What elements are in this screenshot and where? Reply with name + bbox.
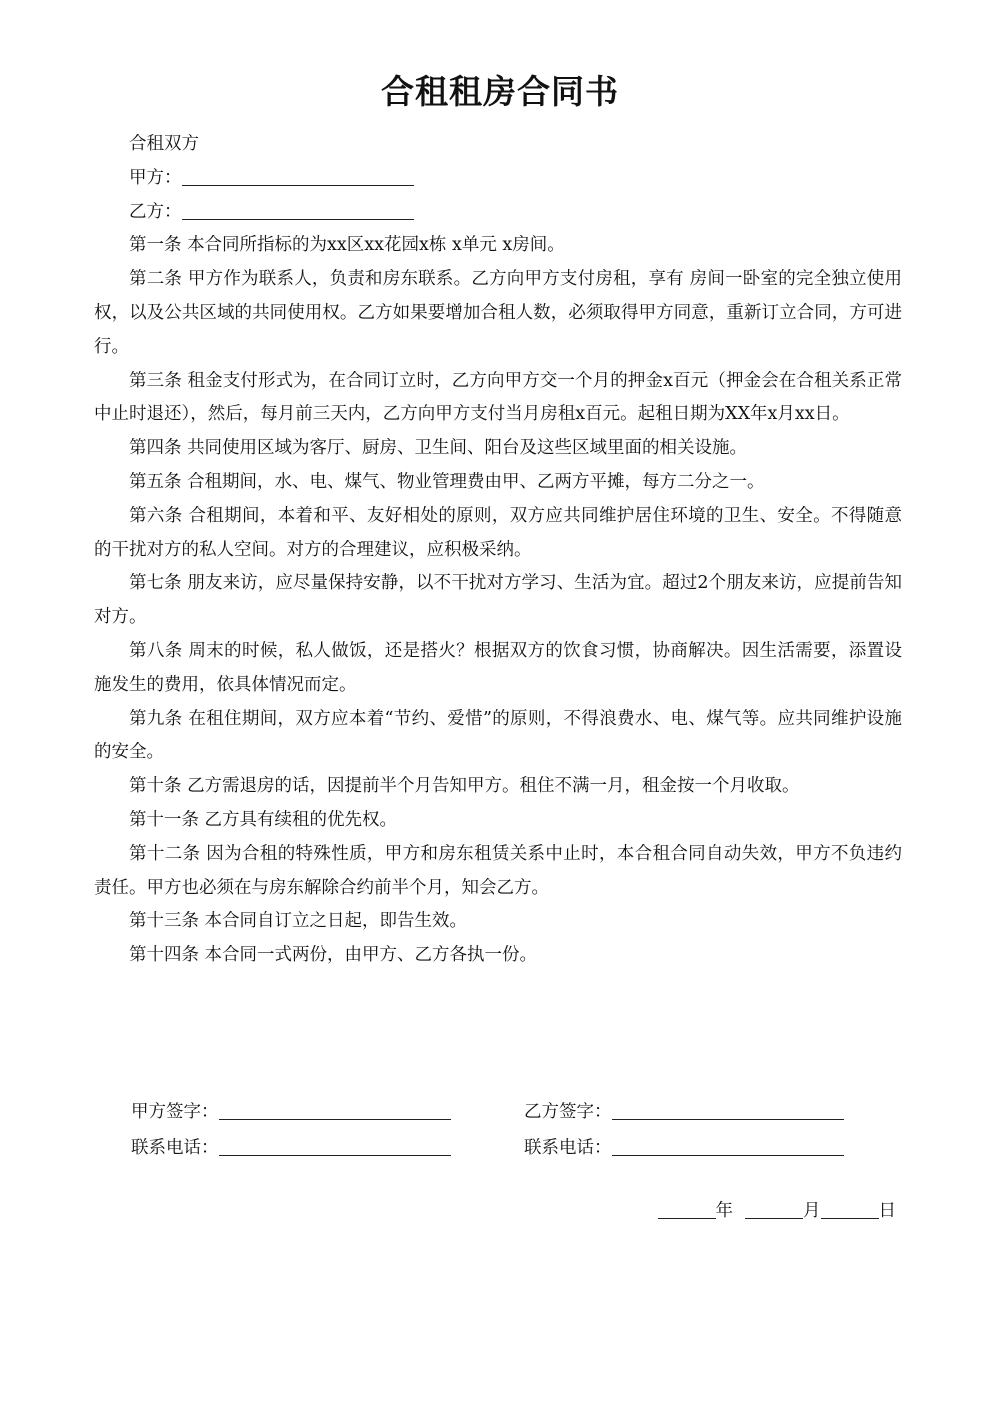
document-body xyxy=(94,128,902,973)
year-blank[interactable] xyxy=(658,1198,716,1219)
clause-8: 第八条 周末的时候，私人做饭，还是搭火？根据双方的饮食习惯，协商解决。因生活需要，添置设施发生的费用，依具体情况而定。 xyxy=(94,640,902,695)
date-line xyxy=(658,1197,897,1222)
party-b-sign-label: 乙方签字： xyxy=(524,1102,612,1122)
day-label: 日 xyxy=(878,1201,896,1221)
party-b-phone-blank[interactable] xyxy=(612,1135,844,1156)
clause-13: 第十三条 本合同自订立之日起，即告生效。 xyxy=(129,911,468,932)
clause-10: 第十条 乙方需退房的话，因提前半个月告知甲方。租住不满一月，租金按一个月收取。 xyxy=(129,776,800,797)
party-b-phone-row xyxy=(524,1130,844,1166)
clause-3: 第三条 租金支付形式为，在合同订立时，乙方向甲方交一个月的押金x百元（押金会在合租关系正常中止时退还），然后，每月前三天内，乙方向甲方支付当月房租x百元。起租日期为XX年x月xx日。 xyxy=(94,370,902,425)
clause-1: 第一条 本合同所指标的为xx区xx花园x栋 x单元 x房间。 xyxy=(129,235,565,256)
clause-14: 第十四条 本合同一式两份，由甲方、乙方各执一份。 xyxy=(129,945,538,966)
party-b-blank[interactable] xyxy=(182,199,414,220)
party-b-phone-label: 联系电话： xyxy=(524,1138,612,1158)
clause-7: 第七条 朋友来访，应尽量保持安静，以不干扰对方学习、生活为宜。超过2个朋友来访，应提前告知对方。 xyxy=(94,573,902,628)
party-b-sign-blank[interactable] xyxy=(612,1099,844,1120)
party-a-line xyxy=(94,162,902,196)
day-blank[interactable] xyxy=(821,1198,879,1219)
clause-11: 第十一条 乙方具有续租的优先权。 xyxy=(129,809,398,830)
party-a-blank[interactable] xyxy=(182,165,414,186)
intro-line: 合租双方 xyxy=(129,134,199,154)
party-a-phone-label: 联系电话： xyxy=(131,1138,219,1158)
month-label: 月 xyxy=(803,1201,821,1221)
clause-2: 第二条 甲方作为联系人，负责和房东联系。乙方向甲方支付房租，享有 房间一卧室的完全独立使用权，以及公共区域的共同使用权。乙方如果要增加合租人数，必须取得甲方同意，重新订立合同，方可进行。 xyxy=(94,269,902,357)
party-b-sign-row xyxy=(524,1094,844,1130)
party-b-line xyxy=(94,196,902,230)
party-a-sign-row xyxy=(131,1094,451,1130)
clause-4: 第四条 共同使用区域为客厅、厨房、卫生间、阳台及这些区域里面的相关设施。 xyxy=(129,438,748,459)
party-a-sign-label: 甲方签字： xyxy=(131,1102,219,1122)
document-title: 合租租房合同书 xyxy=(381,72,619,111)
clause-12: 第十二条 因为合租的特殊性质，甲方和房东租赁关系中止时，本合租合同自动失效，甲方不负违约责任。甲方也必须在与房东解除合约前半个月，知会乙方。 xyxy=(94,843,902,898)
party-a-sign-blank[interactable] xyxy=(219,1099,451,1120)
party-b-label: 乙方： xyxy=(129,201,182,222)
party-b-signature-block xyxy=(524,1094,844,1166)
party-a-phone-row xyxy=(131,1130,451,1166)
party-a-label: 甲方： xyxy=(129,167,182,188)
clause-5: 第五条 合租期间，水、电、煤气、物业管理费由甲、乙两方平摊，每方二分之一。 xyxy=(129,471,765,492)
clause-9: 第九条 在租住期间，双方应本着“节约、爱惜”的原则，不得浪费水、电、煤气等。应共同维护设施的安全。 xyxy=(94,708,902,763)
year-label: 年 xyxy=(715,1201,733,1221)
month-blank[interactable] xyxy=(745,1198,803,1219)
party-a-signature-block xyxy=(131,1094,451,1166)
clause-6: 第六条 合租期间，本着和平、友好相处的原则，双方应共同维护居住环境的卫生、安全。不得随意的干扰对方的私人空间。对方的合理建议，应积极采纳。 xyxy=(94,505,902,560)
party-a-phone-blank[interactable] xyxy=(219,1135,451,1156)
